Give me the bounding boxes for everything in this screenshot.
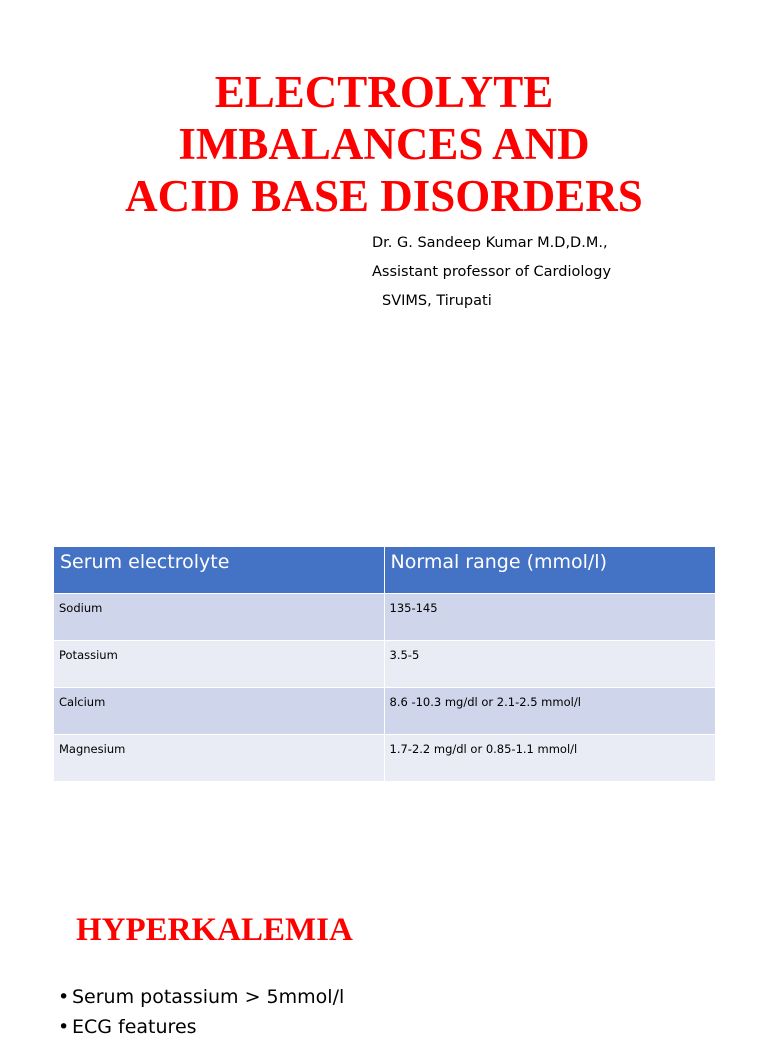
range-cell: 1.7-2.2 mg/dl or 0.85-1.1 mmol/l — [384, 734, 715, 781]
bullet-dot-icon: • — [58, 986, 70, 1008]
table-row — [54, 687, 715, 734]
electrolyte-cell: Potassium — [54, 640, 384, 687]
range-cell: 8.6 -10.3 mg/dl or 2.1-2.5 mmol/l — [384, 687, 715, 734]
table-row — [54, 640, 715, 687]
table-row — [54, 593, 715, 640]
title-line-2: IMBALANCES AND — [178, 119, 590, 169]
electrolyte-range-table — [54, 547, 715, 782]
bullet-list — [58, 982, 344, 1042]
range-cell: 3.5-5 — [384, 640, 715, 687]
title-line-3: ACID BASE DISORDERS — [125, 171, 643, 221]
electrolyte-cell: Calcium — [54, 687, 384, 734]
author-name: Dr. G. Sandeep Kumar M.D,D.M., — [372, 235, 608, 251]
presentation-title — [0, 66, 768, 222]
table-header-row — [54, 547, 715, 593]
author-block — [372, 229, 611, 316]
column-header-range: Normal range (mmol/l) — [384, 547, 715, 593]
bullet-text: ECG features — [72, 1016, 197, 1038]
author-position: Assistant professor of Cardiology — [372, 264, 612, 280]
range-cell: 135-145 — [384, 593, 715, 640]
section-heading: HYPERKALEMIA — [76, 912, 353, 948]
electrolyte-cell: Magnesium — [54, 734, 384, 781]
author-institution: SVIMS, Tirupati — [382, 293, 492, 309]
list-item — [58, 982, 344, 1012]
title-slide — [0, 0, 768, 512]
column-header-electrolyte: Serum electrolyte — [54, 547, 384, 593]
content-slide — [0, 512, 768, 1038]
electrolyte-cell: Sodium — [54, 593, 384, 640]
bullet-dot-icon: • — [58, 1016, 70, 1038]
table-row — [54, 734, 715, 781]
bullet-text: Serum potassium > 5mmol/l — [72, 986, 345, 1008]
title-line-1: ELECTROLYTE — [214, 67, 554, 117]
list-item — [58, 1012, 344, 1042]
